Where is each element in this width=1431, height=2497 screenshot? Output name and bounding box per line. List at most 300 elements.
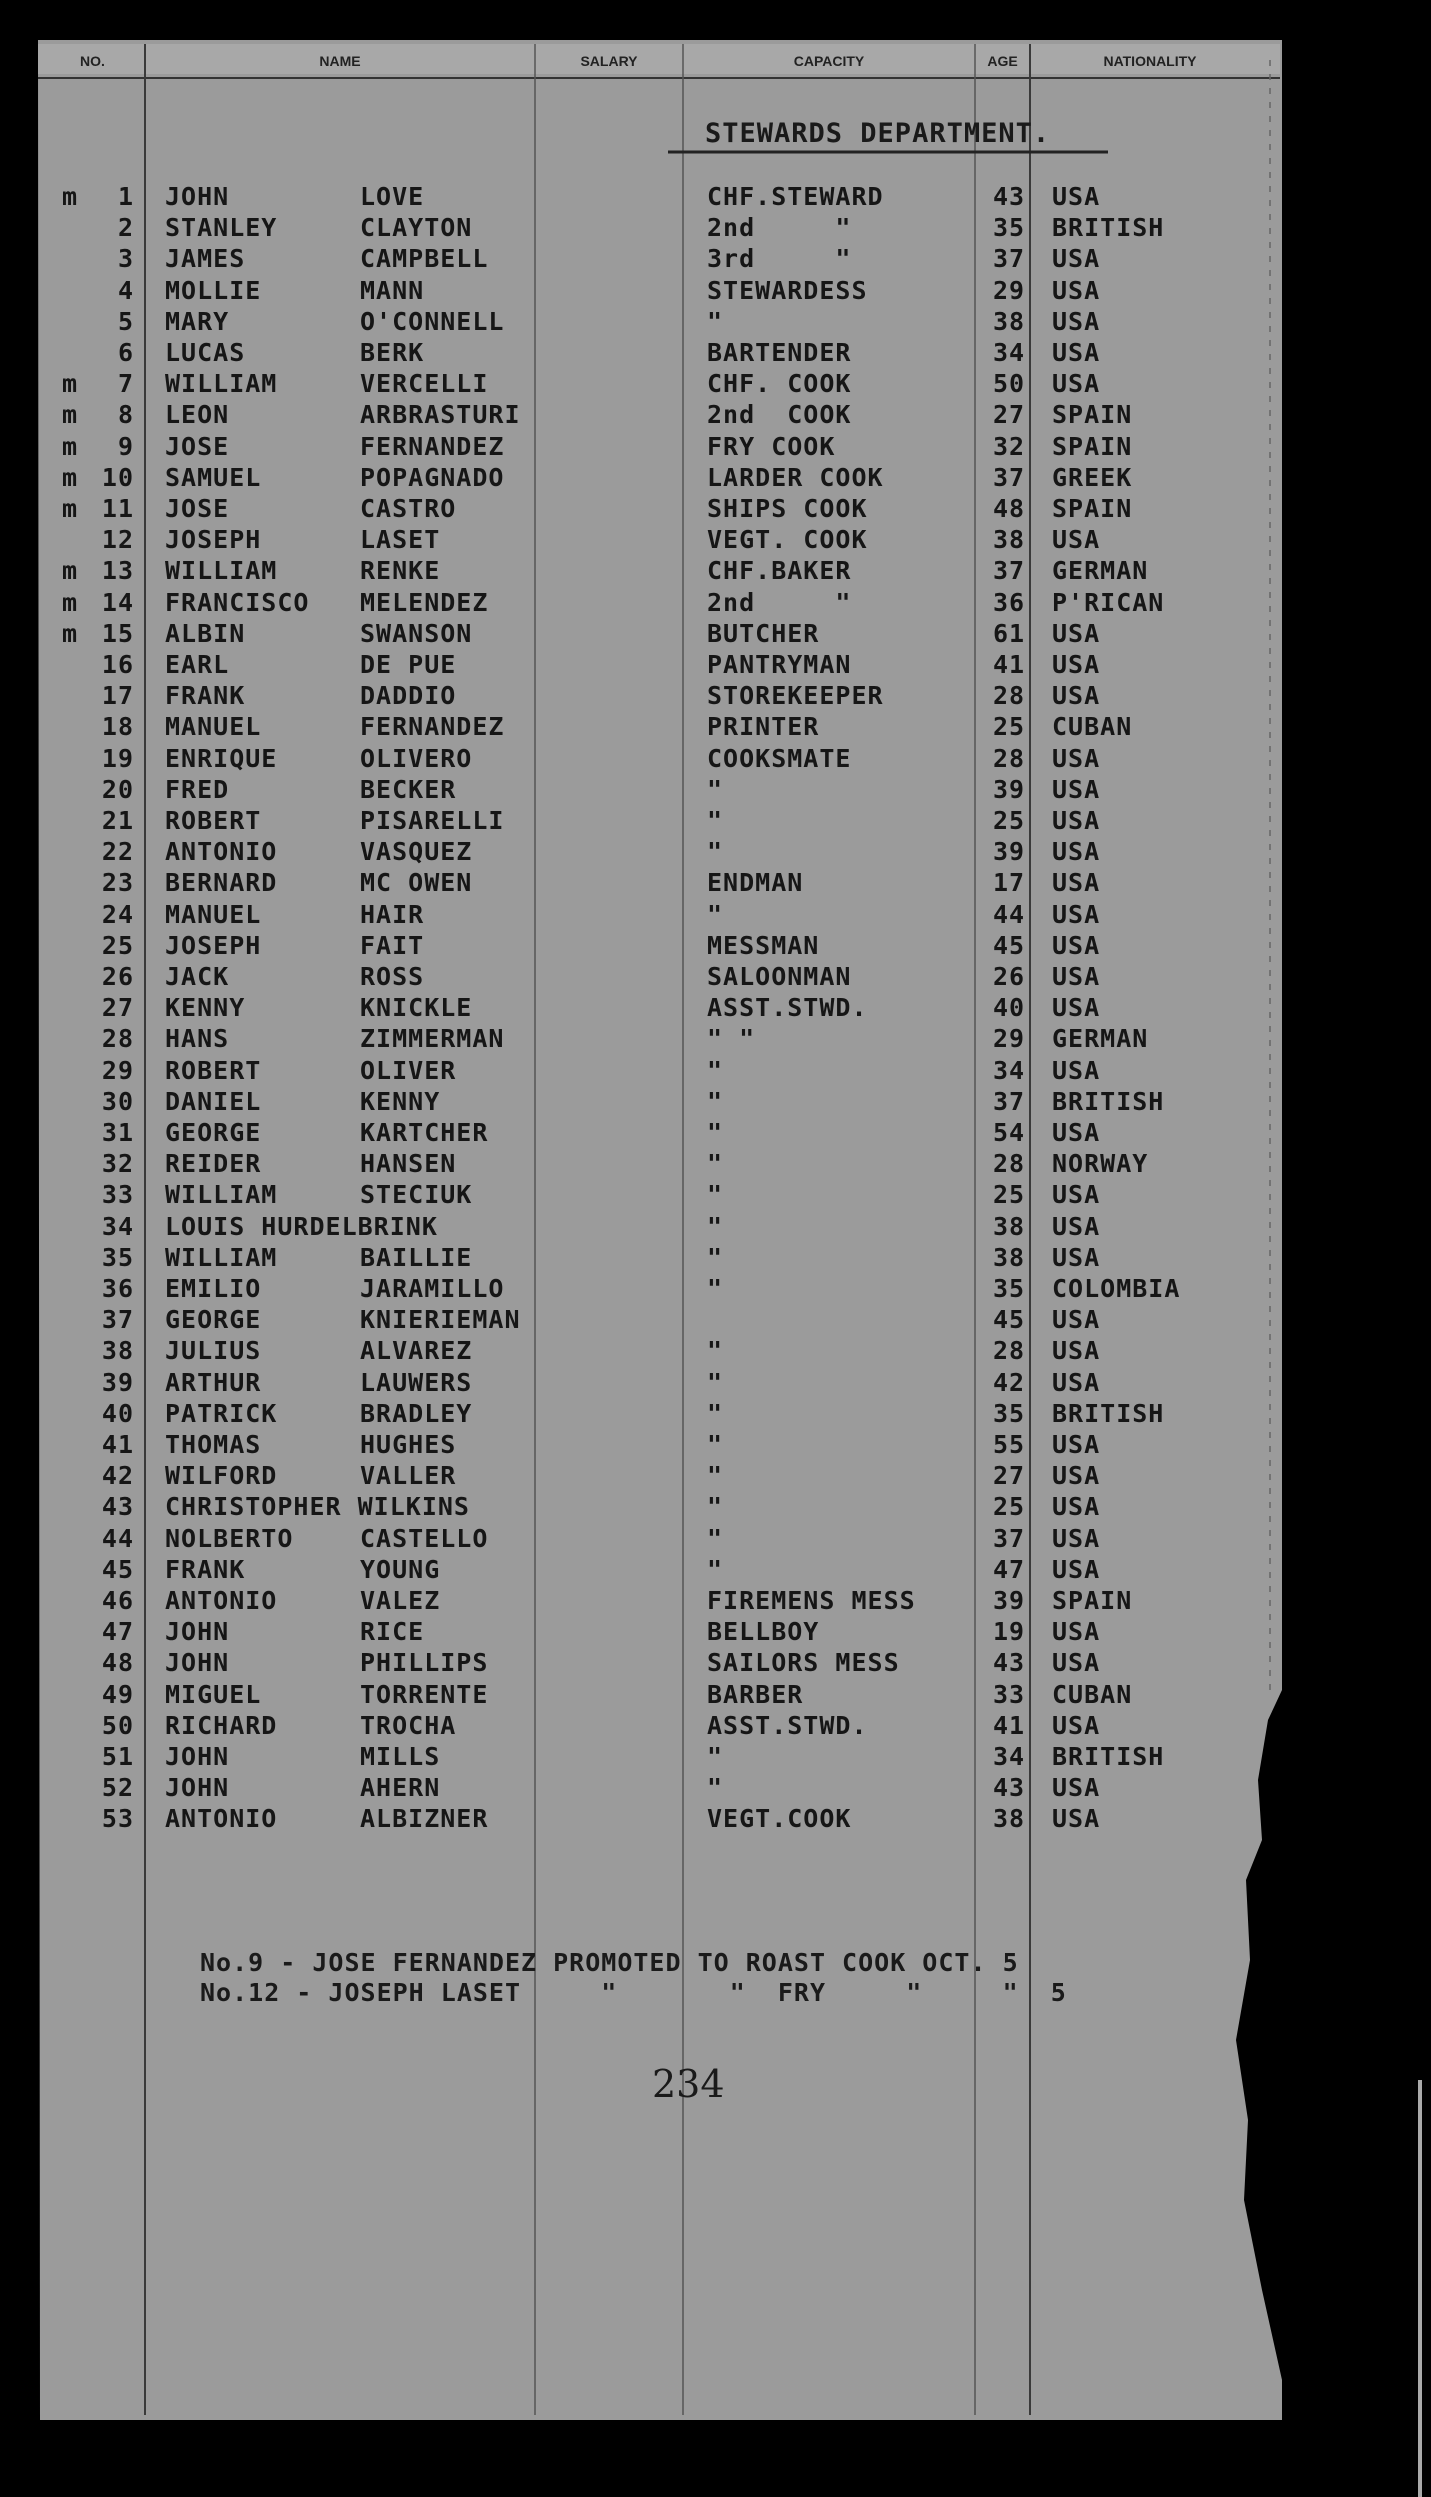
first-name: WILLIAM <box>165 556 278 586</box>
nationality: SPAIN <box>1052 494 1133 523</box>
capacity: MESSMAN <box>707 930 820 960</box>
table-row <box>0 307 1280 337</box>
table-row <box>0 1274 1280 1304</box>
nationality: USA <box>1052 1305 1101 1335</box>
nationality: USA <box>1052 306 1101 336</box>
row-number: 16 <box>101 650 134 679</box>
first-name: FRED <box>165 774 230 804</box>
age: 29 <box>993 275 1026 305</box>
first-name: MARY <box>165 306 230 336</box>
row-number: 49 <box>101 1679 134 1709</box>
table-row <box>0 931 1280 961</box>
nationality: USA <box>1052 1211 1101 1241</box>
row-number: 44 <box>101 1523 134 1553</box>
first-name: MIGUEL <box>165 1679 262 1709</box>
page-number: 234 <box>652 2062 725 2106</box>
last-name: RICE <box>360 1617 425 1647</box>
capacity: CHF.BAKER <box>707 556 852 586</box>
age: 35 <box>993 213 1026 243</box>
capacity: " <box>707 1742 724 1771</box>
table-row <box>0 1773 1280 1803</box>
table-row <box>0 1492 1280 1522</box>
nationality: USA <box>1052 275 1101 305</box>
first-name: DANIEL <box>165 1086 262 1116</box>
row-mark: m <box>62 587 79 617</box>
first-name: EMILIO <box>165 1274 262 1303</box>
age: 43 <box>993 182 1026 211</box>
row-number: 18 <box>101 712 134 742</box>
table-row <box>0 1399 1280 1429</box>
row-number: 45 <box>101 1554 134 1584</box>
capacity: " <box>707 1367 724 1397</box>
last-name: HAIR <box>360 899 425 929</box>
nationality: USA <box>1052 1336 1101 1366</box>
capacity: " <box>707 806 724 835</box>
row-number: 4 <box>117 275 134 305</box>
age: 38 <box>993 1804 1026 1834</box>
capacity: COOKSMATE <box>707 743 852 773</box>
age: 43 <box>993 1773 1026 1803</box>
age: 40 <box>993 993 1026 1023</box>
table-row <box>0 1368 1280 1398</box>
age: 28 <box>993 1149 1026 1179</box>
table-row <box>0 1180 1280 1210</box>
table-row <box>0 1087 1280 1117</box>
last-name: BECKER <box>360 774 457 804</box>
capacity: 2nd COOK <box>707 400 852 430</box>
row-number: 32 <box>101 1149 134 1179</box>
nationality: GREEK <box>1052 462 1133 492</box>
row-number: 42 <box>101 1461 134 1491</box>
table-row <box>0 1056 1280 1086</box>
row-number: 29 <box>101 1055 134 1085</box>
capacity: BELLBOY <box>707 1617 820 1647</box>
first-name: ANTONIO <box>165 1586 278 1615</box>
row-number: 1 <box>117 182 134 211</box>
first-name: ROBERT <box>165 806 262 835</box>
age: 38 <box>993 1242 1026 1272</box>
row-number: 38 <box>101 1336 134 1366</box>
first-name: WILFORD <box>165 1461 278 1491</box>
row-number: 37 <box>101 1305 134 1335</box>
last-name: MILLS <box>360 1742 441 1771</box>
nationality: BRITISH <box>1052 213 1165 243</box>
table-row <box>0 400 1280 430</box>
age: 54 <box>993 1118 1026 1147</box>
last-name: MANN <box>360 275 425 305</box>
table-row <box>0 1648 1280 1678</box>
capacity: FRY COOK <box>707 431 836 461</box>
table-row <box>0 744 1280 774</box>
nationality: USA <box>1052 338 1101 367</box>
first-name: KENNY <box>165 993 246 1023</box>
first-name: SAMUEL <box>165 462 262 492</box>
first-name: JOSE <box>165 431 230 461</box>
row-number: 27 <box>101 993 134 1023</box>
row-number: 21 <box>101 806 134 835</box>
age: 47 <box>993 1554 1026 1584</box>
table-row <box>0 494 1280 524</box>
row-number: 26 <box>101 962 134 991</box>
capacity: SHIPS COOK <box>707 494 868 523</box>
nationality: USA <box>1052 1430 1101 1459</box>
row-number: 24 <box>101 899 134 929</box>
table-row <box>0 463 1280 493</box>
row-number: 7 <box>117 369 134 399</box>
row-number: 28 <box>101 1024 134 1054</box>
last-name: OLIVERO <box>360 743 473 773</box>
nationality: USA <box>1052 1242 1101 1272</box>
age: 43 <box>993 1648 1026 1678</box>
capacity: " <box>707 774 724 804</box>
row-number: 48 <box>101 1648 134 1678</box>
nationality: GERMAN <box>1052 1024 1149 1054</box>
last-name: LAUWERS <box>360 1367 473 1397</box>
table-row <box>0 525 1280 555</box>
age: 28 <box>993 743 1026 773</box>
age: 45 <box>993 930 1026 960</box>
nationality: USA <box>1052 837 1101 867</box>
capacity: BUTCHER <box>707 618 820 648</box>
table-row <box>0 1243 1280 1273</box>
row-number: 6 <box>117 338 134 367</box>
last-name: MC OWEN <box>360 868 473 898</box>
capacity: " <box>707 1461 724 1491</box>
row-mark: m <box>62 462 79 492</box>
nationality: CUBAN <box>1052 712 1133 742</box>
capacity: " <box>707 1180 724 1210</box>
first-name: JOHN <box>165 1773 230 1803</box>
col-header-no: NO. <box>80 53 105 69</box>
capacity: " <box>707 1242 724 1272</box>
nationality: USA <box>1052 369 1101 399</box>
last-name: DE PUE <box>360 650 457 679</box>
capacity: VEGT. COOK <box>707 525 868 555</box>
nationality: USA <box>1052 1180 1101 1210</box>
capacity: ENDMAN <box>707 868 804 898</box>
table-row <box>0 1524 1280 1554</box>
age: 29 <box>993 1024 1026 1054</box>
capacity: " " <box>707 1024 756 1054</box>
first-name: BERNARD <box>165 868 278 898</box>
age: 25 <box>993 1492 1026 1522</box>
last-name: SWANSON <box>360 618 473 648</box>
last-name: CASTELLO <box>360 1523 489 1553</box>
nationality: USA <box>1052 681 1101 711</box>
capacity: " <box>707 1055 724 1085</box>
nationality: USA <box>1052 962 1101 991</box>
table-row <box>0 619 1280 649</box>
row-number: 50 <box>101 1710 134 1740</box>
age: 36 <box>993 587 1026 617</box>
age: 38 <box>993 306 1026 336</box>
age: 17 <box>993 868 1026 898</box>
last-name: POPAGNADO <box>360 462 505 492</box>
age: 39 <box>993 774 1026 804</box>
row-number: 25 <box>101 930 134 960</box>
nationality: USA <box>1052 650 1101 679</box>
capacity: " <box>707 899 724 929</box>
first-name: JOSEPH <box>165 525 262 555</box>
last-name: VASQUEZ <box>360 837 473 867</box>
row-number: 13 <box>101 556 134 586</box>
first-name: JOHN <box>165 182 230 211</box>
table-row <box>0 1212 1280 1242</box>
first-name: THOMAS <box>165 1430 262 1459</box>
first-name: FRANCISCO <box>165 587 310 617</box>
capacity: 2nd " <box>707 213 852 243</box>
last-name: JARAMILLO <box>360 1274 505 1303</box>
nationality: SPAIN <box>1052 431 1133 461</box>
row-number: 17 <box>101 681 134 711</box>
capacity: FIREMENS MESS <box>707 1586 916 1615</box>
age: 37 <box>993 462 1026 492</box>
age: 19 <box>993 1617 1026 1647</box>
capacity: LARDER COOK <box>707 462 884 492</box>
capacity: " <box>707 1492 724 1522</box>
last-name: CAMPBELL <box>360 244 489 274</box>
last-name: PISARELLI <box>360 806 505 835</box>
nationality: USA <box>1052 1804 1101 1834</box>
col-header-name: NAME <box>319 53 361 69</box>
last-name: BERK <box>360 338 425 367</box>
capacity: STOREKEEPER <box>707 681 884 711</box>
row-number: 39 <box>101 1367 134 1397</box>
first-name: JOSE <box>165 494 230 523</box>
last-name: LOVE <box>360 182 425 211</box>
capacity: SALOONMAN <box>707 962 852 991</box>
age: 28 <box>993 681 1026 711</box>
row-number: 5 <box>117 306 134 336</box>
nationality: USA <box>1052 1773 1101 1803</box>
nationality: USA <box>1052 1118 1101 1147</box>
first-name: ANTONIO <box>165 1804 278 1834</box>
table-row <box>0 993 1280 1023</box>
row-mark: m <box>62 556 79 586</box>
last-name: FERNANDEZ <box>360 431 505 461</box>
last-name: OLIVER <box>360 1055 457 1085</box>
capacity: " <box>707 1554 724 1584</box>
row-mark: m <box>62 494 79 523</box>
capacity: SAILORS MESS <box>707 1648 900 1678</box>
capacity: " <box>707 1211 724 1241</box>
row-number: 41 <box>101 1430 134 1459</box>
row-number: 20 <box>101 774 134 804</box>
age: 25 <box>993 712 1026 742</box>
nationality: USA <box>1052 1461 1101 1491</box>
age: 38 <box>993 1211 1026 1241</box>
age: 41 <box>993 650 1026 679</box>
capacity: " <box>707 1336 724 1366</box>
age: 27 <box>993 400 1026 430</box>
last-name: HUGHES <box>360 1430 457 1459</box>
last-name: MELENDEZ <box>360 587 489 617</box>
nationality: USA <box>1052 743 1101 773</box>
first-name: JOHN <box>165 1648 230 1678</box>
capacity: CHF. COOK <box>707 369 852 399</box>
last-name: CLAYTON <box>360 213 473 243</box>
age: 37 <box>993 1086 1026 1116</box>
first-name: JULIUS <box>165 1336 262 1366</box>
nationality: USA <box>1052 993 1101 1023</box>
capacity: " <box>707 1398 724 1428</box>
first-name: MANUEL <box>165 712 262 742</box>
last-name: PHILLIPS <box>360 1648 489 1678</box>
first-name: GEORGE <box>165 1305 262 1335</box>
last-name: ARBRASTURI <box>360 400 521 430</box>
age: 33 <box>993 1679 1026 1709</box>
first-name: ANTONIO <box>165 837 278 867</box>
nationality: USA <box>1052 930 1101 960</box>
nationality: USA <box>1052 182 1101 211</box>
nationality: USA <box>1052 1523 1101 1553</box>
capacity: " <box>707 1773 724 1803</box>
row-number: 22 <box>101 837 134 867</box>
table-row <box>0 338 1280 368</box>
first-name: JOSEPH <box>165 930 262 960</box>
age: 35 <box>993 1398 1026 1428</box>
first-name: JOHN <box>165 1617 230 1647</box>
age: 44 <box>993 899 1026 929</box>
last-name: KARTCHER <box>360 1118 489 1147</box>
capacity: BARBER <box>707 1679 804 1709</box>
last-name: TORRENTE <box>360 1679 489 1709</box>
table-row <box>0 868 1280 898</box>
age: 25 <box>993 1180 1026 1210</box>
age: 37 <box>993 556 1026 586</box>
first-name: MANUEL <box>165 899 262 929</box>
row-number: 53 <box>101 1804 134 1834</box>
table-row <box>0 1742 1280 1772</box>
row-number: 35 <box>101 1242 134 1272</box>
note-line-1: No.9 - JOSE FERNANDEZ PROMOTED TO ROAST COOK OCT. 5 <box>200 1948 1019 1977</box>
first-name: RICHARD <box>165 1710 278 1740</box>
age: 42 <box>993 1367 1026 1397</box>
nationality: USA <box>1052 525 1101 555</box>
age: 27 <box>993 1461 1026 1491</box>
last-name: ZIMMERMAN <box>360 1024 505 1054</box>
first-name: STANLEY <box>165 213 278 243</box>
first-name: FRANK <box>165 681 246 711</box>
col-header-salary: SALARY <box>580 53 638 69</box>
capacity: VEGT.COOK <box>707 1804 852 1834</box>
nationality: USA <box>1052 244 1101 274</box>
col-header-nationality: NATIONALITY <box>1103 53 1197 69</box>
nationality: COLOMBIA <box>1052 1274 1181 1303</box>
nationality: NORWAY <box>1052 1149 1149 1179</box>
table-row <box>0 182 1280 212</box>
row-number: 30 <box>101 1086 134 1116</box>
table-row <box>0 1711 1280 1741</box>
age: 48 <box>993 494 1026 523</box>
table-row <box>0 1461 1280 1491</box>
age: 34 <box>993 338 1026 367</box>
capacity: " <box>707 1430 724 1459</box>
row-number: 46 <box>101 1586 134 1615</box>
first-name: REIDER <box>165 1149 262 1179</box>
first-name: ROBERT <box>165 1055 262 1085</box>
age: 45 <box>993 1305 1026 1335</box>
nationality: USA <box>1052 806 1101 835</box>
nationality: SPAIN <box>1052 400 1133 430</box>
last-name: ALBIZNER <box>360 1804 489 1834</box>
table-row <box>0 712 1280 742</box>
capacity: " <box>707 1086 724 1116</box>
row-number: 36 <box>101 1274 134 1303</box>
age: 39 <box>993 1586 1026 1615</box>
capacity: 2nd " <box>707 587 852 617</box>
last-name: KENNY <box>360 1086 441 1116</box>
row-number: 15 <box>101 618 134 648</box>
nationality: USA <box>1052 868 1101 898</box>
table-row <box>0 432 1280 462</box>
table-row <box>0 806 1280 836</box>
nationality: CUBAN <box>1052 1679 1133 1709</box>
capacity: " <box>707 306 724 336</box>
first-name: WILLIAM <box>165 1180 278 1210</box>
row-number: 43 <box>101 1492 134 1522</box>
table-row <box>0 213 1280 243</box>
capacity: BARTENDER <box>707 338 852 367</box>
nationality: USA <box>1052 899 1101 929</box>
row-number: 8 <box>117 400 134 430</box>
age: 34 <box>993 1055 1026 1085</box>
department-title: STEWARDS DEPARTMENT. <box>705 118 1051 149</box>
table-row <box>0 837 1280 867</box>
row-number: 2 <box>117 213 134 243</box>
nationality: USA <box>1052 1055 1101 1085</box>
age: 50 <box>993 369 1026 399</box>
table-row <box>0 276 1280 306</box>
row-number: 19 <box>101 743 134 773</box>
first-name: ALBIN <box>165 618 246 648</box>
age: 37 <box>993 1523 1026 1553</box>
first-name: JACK <box>165 962 230 991</box>
table-row <box>0 650 1280 680</box>
table-row <box>0 1680 1280 1710</box>
row-number: 10 <box>101 462 134 492</box>
nationality: USA <box>1052 1554 1101 1584</box>
nationality: USA <box>1052 1648 1101 1678</box>
age: 25 <box>993 806 1026 835</box>
row-number: 23 <box>101 868 134 898</box>
table-row <box>0 369 1280 399</box>
age: 55 <box>993 1430 1026 1459</box>
age: 32 <box>993 431 1026 461</box>
row-number: 31 <box>101 1118 134 1147</box>
nationality: BRITISH <box>1052 1398 1165 1428</box>
first-name: GEORGE <box>165 1118 262 1147</box>
age: 34 <box>993 1742 1026 1771</box>
last-name: FAIT <box>360 930 425 960</box>
table-row <box>0 1617 1280 1647</box>
last-name: VALLER <box>360 1461 457 1491</box>
first-name: ENRIQUE <box>165 743 278 773</box>
nationality: SPAIN <box>1052 1586 1133 1615</box>
last-name: DADDIO <box>360 681 457 711</box>
capacity: 3rd " <box>707 244 852 274</box>
last-name: O'CONNELL <box>360 306 505 336</box>
table-row <box>0 1586 1280 1616</box>
table-row <box>0 1149 1280 1179</box>
first-name: EARL <box>165 650 230 679</box>
row-mark: m <box>62 431 79 461</box>
row-number: 9 <box>117 431 134 461</box>
last-name: VERCELLI <box>360 369 489 399</box>
table-row <box>0 1804 1280 1834</box>
row-number: 47 <box>101 1617 134 1647</box>
table-row <box>0 1336 1280 1366</box>
